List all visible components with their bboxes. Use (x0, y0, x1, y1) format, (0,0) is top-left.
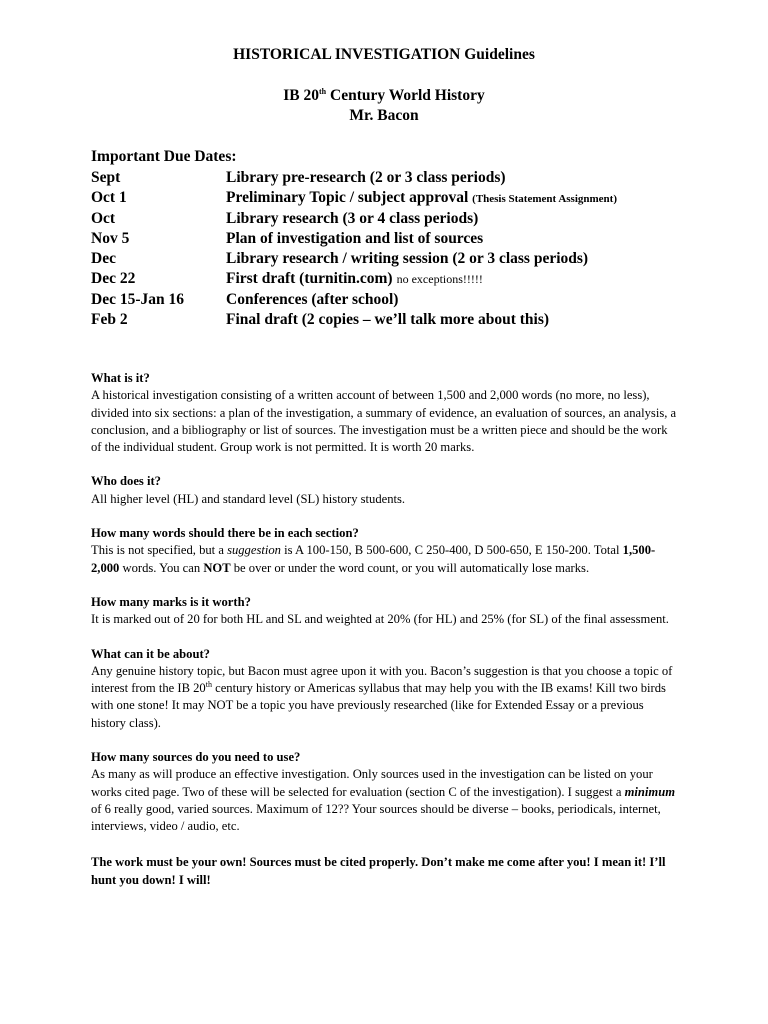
due-date: Oct (91, 209, 116, 227)
due-task: Preliminary Topic / subject approval (226, 189, 469, 207)
due-task: Conferences (after school) (226, 290, 399, 308)
due-date: Feb 2 (91, 311, 128, 329)
due-date: Dec 22 (91, 270, 136, 288)
due-date: Oct 1 (91, 189, 127, 207)
text-run-bold: NOT (203, 560, 231, 575)
due-task-note: no exceptions!!!!! (396, 272, 483, 287)
due-date-row (91, 310, 751, 330)
due-date-row (91, 168, 751, 188)
due-dates-list (91, 168, 751, 330)
text-run-bold-italic: minimum (624, 784, 676, 799)
due-date: Sept (91, 169, 121, 186)
text-run-sup: th (205, 679, 212, 689)
due-date-row (91, 209, 751, 229)
due-task: Library pre-research (2 or 3 class periods) (226, 169, 506, 186)
section-question: What can it be about? (91, 646, 210, 661)
due-date: Nov 5 (91, 229, 130, 247)
section-text (91, 663, 681, 732)
course-title-post: Century World History (326, 87, 485, 104)
section-question: What is it? (91, 371, 150, 385)
closing-warning: The work must be your own! Sources must be cited properly. Don’t make me come after you! I mean it! I’ll hunt you down! I will! (91, 854, 666, 887)
section-marks (91, 594, 681, 629)
text-run-bold: 1,500-2,000 (91, 543, 656, 575)
section-sources (91, 749, 681, 835)
section-what (91, 370, 681, 456)
due-task-note: (Thesis Statement Assignment) (472, 193, 617, 206)
due-dates-heading: Important Due Dates: (91, 148, 237, 165)
text-run: This is not specified, but a (91, 543, 228, 558)
due-date-row (91, 229, 751, 249)
document-title: HISTORICAL INVESTIGATION Guidelines (233, 46, 535, 63)
text-run: of 6 really good, varied sources. Maximum of 12?? Your sources should be diverse – books, periodicals, internet, interviews, video / audio, etc. (91, 801, 661, 834)
due-date-row (91, 249, 751, 269)
due-task: Library research (3 or 4 class periods) (226, 209, 479, 227)
section-about (91, 646, 681, 732)
teacher-name: Mr. Bacon (349, 107, 419, 124)
section-question: Who does it? (91, 474, 161, 489)
due-date: Dec (91, 250, 116, 268)
due-task: Final draft (2 copies – we’ll talk more about this) (226, 311, 550, 329)
due-date-row (91, 269, 751, 289)
text-run: century history or Americas syllabus that may help you with the IB exams! Kill two birds with one stone! It may NOT be a topic you have previously researched (like for Extended Essay or a previous history class). (91, 681, 666, 730)
section-who (91, 473, 681, 508)
section-text: It is marked out of 20 for both HL and SL and weighted at 20% (for HL) and 25% (for SL) of the final assessment. (91, 612, 669, 627)
section-words (91, 525, 681, 577)
due-task: Plan of investigation and list of sources (226, 229, 484, 247)
text-run: Any genuine history topic, but Bacon must agree upon it with you. Bacon’s suggestion is that you choose a topic of interest from the IB 20 (91, 663, 673, 696)
section-text: All higher level (HL) and standard level (SL) history students. (91, 491, 406, 506)
text-run: is A 100-150, B 500-600, C 250-400, D 500-650, E 150-200. Total (280, 543, 623, 558)
section-question: How many marks is it worth? (91, 594, 251, 609)
section-question: How many words should there be in each section? (91, 526, 359, 541)
section-text: A historical investigation consisting of a written account of between 1,500 and 2,000 words (no more, no less), divided into six sections: a plan of the investigation, a summary of evidence, an evaluation of sources, an analysis, a conclusion, and a bibliography or list of sources. The investigation must be a written piece and should be the work of the individual student. Group work is not permitted. It is worth 20 marks. (91, 388, 677, 455)
section-text (91, 766, 681, 835)
due-task: Library research / writing session (2 or 3 class periods) (226, 250, 589, 268)
text-run-italic: suggestion (227, 543, 281, 558)
course-title-pre: IB 20 (283, 87, 320, 104)
due-task: First draft (turnitin.com) (226, 270, 393, 288)
due-date-row (91, 290, 751, 310)
course-title-sup: th (319, 86, 327, 96)
due-date: Dec 15-Jan 16 (91, 290, 184, 308)
text-run: As many as will produce an effective investigation. Only sources used in the investigation can be listed on your works cited page. Two of these will be selected for evaluation (section C of the investigation). I suggest a (91, 767, 653, 799)
text-run: be over or under the word count, or you will automatically lose marks. (230, 560, 590, 575)
course-title (0, 87, 768, 105)
section-question: How many sources do you need to use? (91, 750, 301, 765)
section-text (91, 542, 681, 577)
due-date-row (91, 188, 751, 208)
text-run: words. You can (119, 560, 204, 575)
guidelines-body (91, 370, 681, 889)
